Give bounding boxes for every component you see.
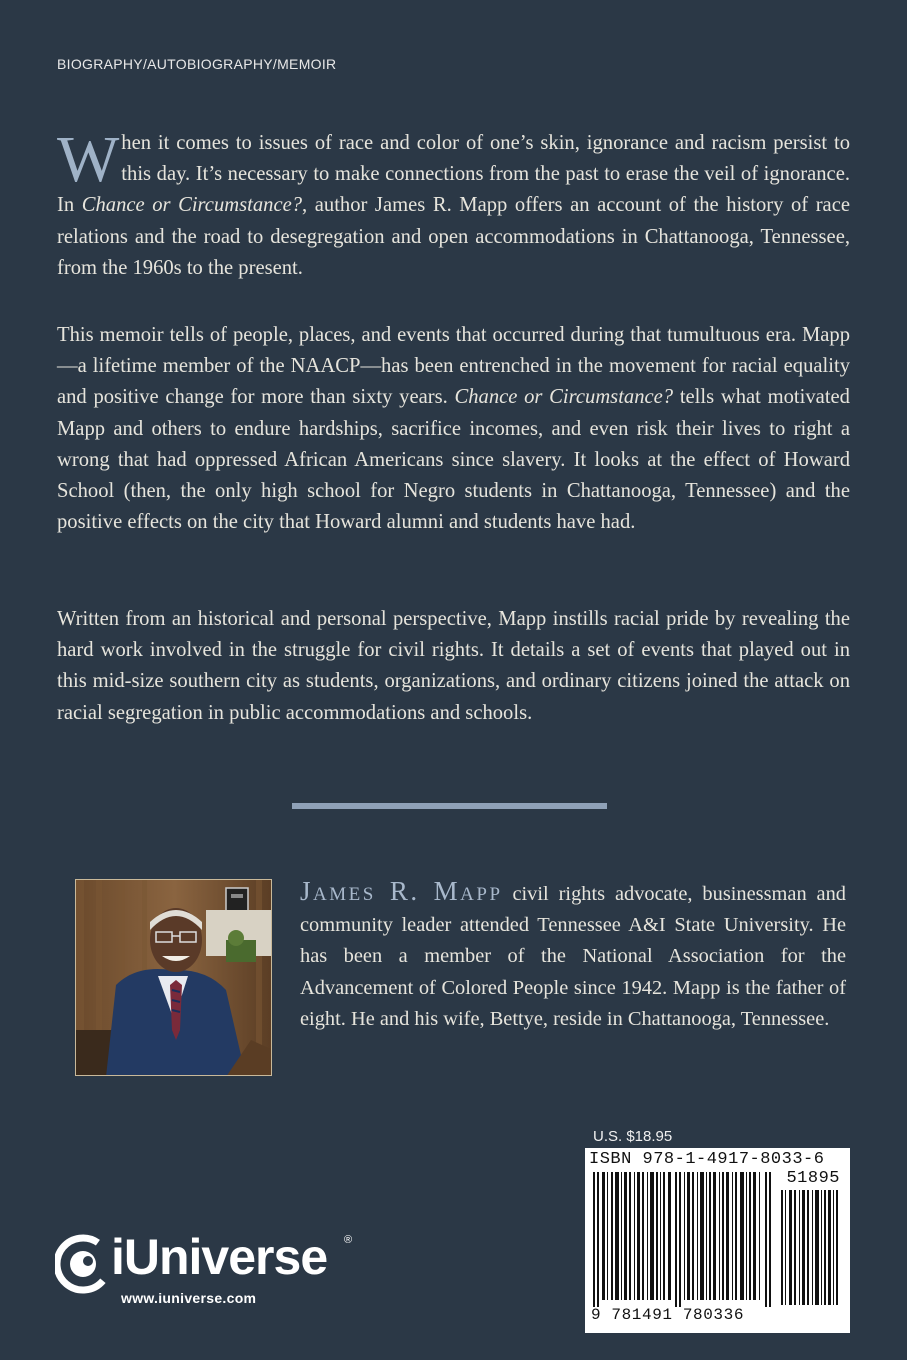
author-name: James R. Mapp: [300, 876, 503, 906]
iuniverse-swirl-icon: [55, 1234, 115, 1294]
author-photo: [75, 879, 272, 1076]
barcode-digits: 9 781491 780336: [591, 1306, 745, 1324]
genre-label: BIOGRAPHY/AUTOBIOGRAPHY/MEMOIR: [57, 56, 337, 72]
publisher-logo: [55, 1228, 365, 1318]
registered-mark: ®: [344, 1234, 353, 1246]
p1-text-1: hen it comes to issues of race and color of one’s skin, ignorance and racism persist to this day. It’s necessary to make connections from the past to erase the veil of ignorance. In: [57, 132, 850, 217]
barcode-bars: [593, 1172, 773, 1307]
description-paragraph-2: [57, 320, 850, 538]
price-label: U.S. $18.95: [593, 1128, 673, 1145]
description-paragraph-1: [57, 123, 850, 284]
drop-cap: W: [57, 123, 120, 196]
barcode-price-code: 51895: [786, 1169, 840, 1188]
divider-rule: [292, 803, 607, 809]
author-bio-text: civil rights advocate, businessman and community leader attended Tennessee A&I State University. He has been a member of the National Association for the Advancement of Colored People since 1942. Mapp is the father of eight. He and his wife, Bettye, reside in Chattanooga, Tennessee.: [300, 883, 846, 1030]
isbn-number: ISBN 978-1-4917-8033-6: [589, 1150, 825, 1169]
p1-text-2: , author James R. Mapp offers an account of the history of race relations and the road to desegregation and open accommodations in Chattanooga, Tennessee, from the 1960s to the present.: [57, 194, 850, 279]
p1-book-title: Chance or Circumstance?: [81, 194, 303, 217]
p2-text-2: tells what motivated Mapp and others to endure hardships, sacrifice incomes, and even risk their lives to right a wrong that had oppressed African Americans since slavery. It looks at the effect of Howard School (then, the only high school for Negro students in Chattanooga, Tennessee) and the positive effects on the city that Howard alumni and students have had.: [57, 386, 850, 534]
p2-text-1: This memoir tells of people, places, and events that occurred during that tumultuous era. Mapp—a lifetime member of the NAACP—has been entrenched in the movement for racial equality and positive change for more than sixty years.: [57, 324, 850, 409]
p2-book-title: Chance or Circumstance?: [454, 386, 674, 409]
description-paragraph-3: Written from an historical and personal perspective, Mapp instills racial pride by revealing the hard work involved in the struggle for civil rights. It details a set of events that played out in this mid-size southern city as students, organizations, and ordinary citizens joined the attack on racial segregation in public accommodations and schools.: [57, 608, 850, 724]
isbn-barcode: [585, 1148, 850, 1333]
barcode-addon-bars: [781, 1190, 841, 1305]
publisher-name: iUniverse: [111, 1229, 328, 1285]
author-portrait-image: [76, 880, 272, 1076]
publisher-url: www.iuniverse.com: [121, 1290, 257, 1306]
author-bio: [300, 876, 846, 1035]
